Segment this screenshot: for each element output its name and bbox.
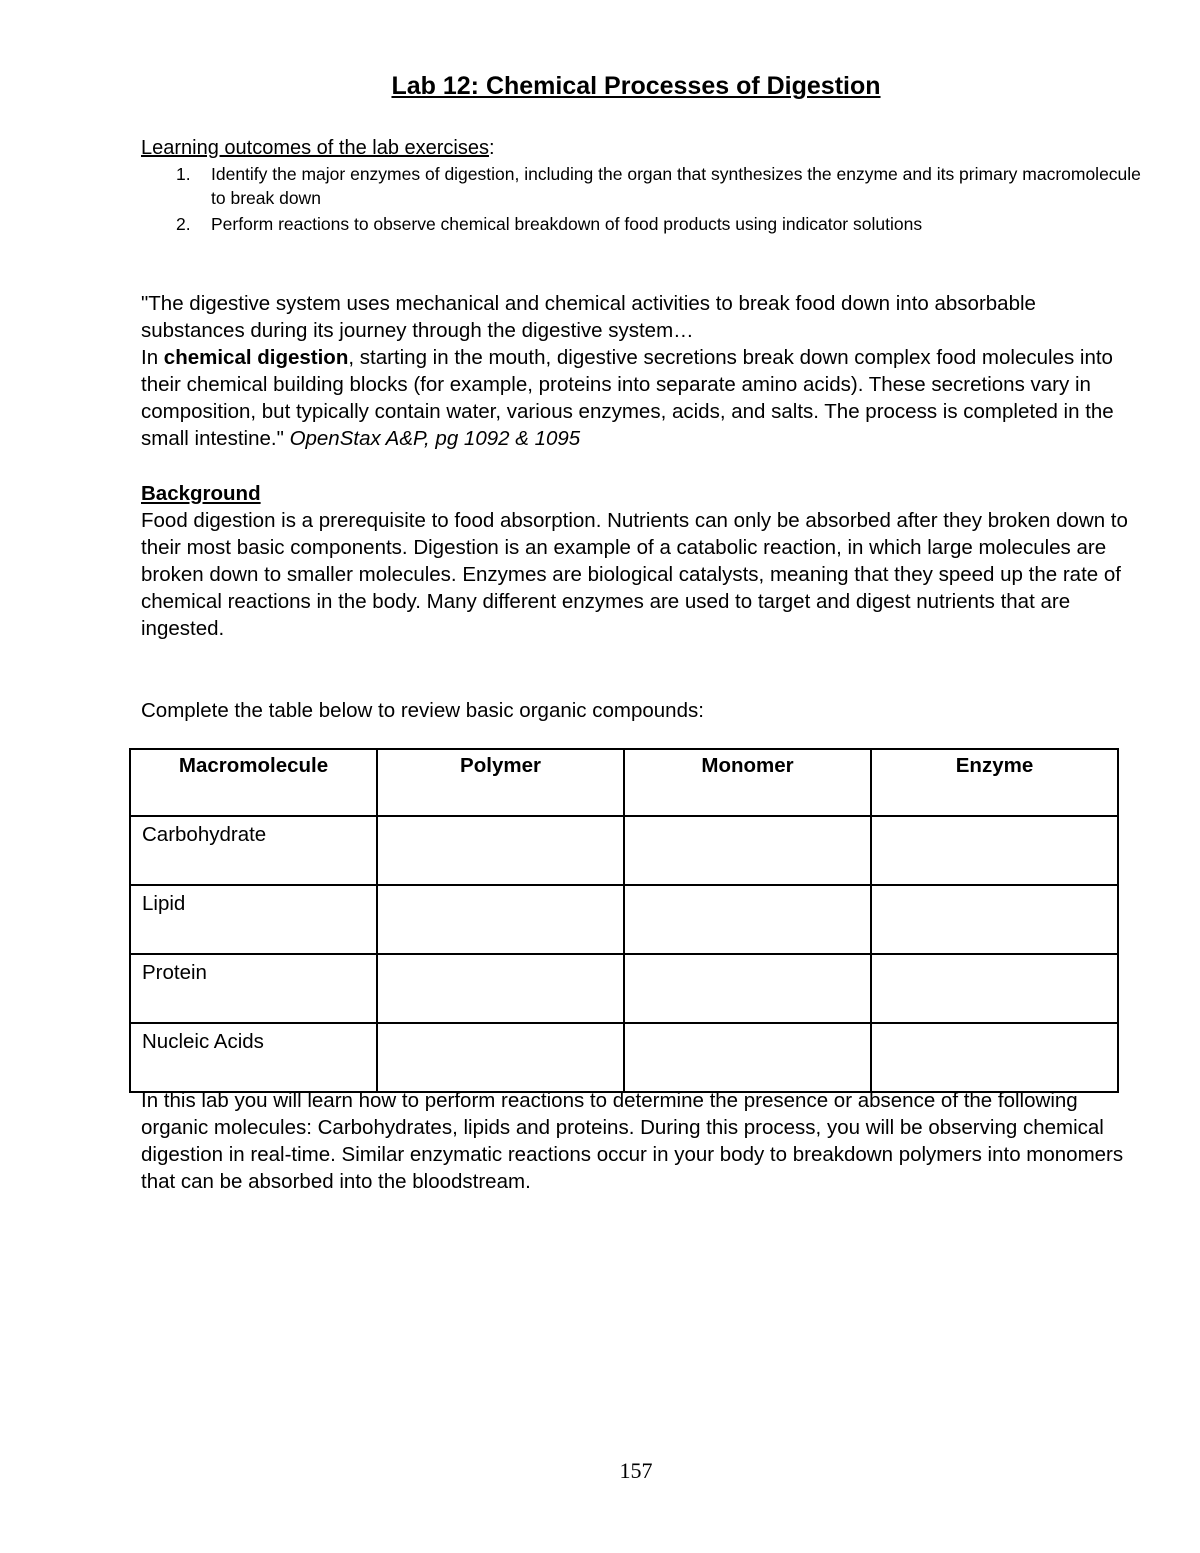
table-header-row	[130, 749, 1118, 816]
outcome-text: Perform reactions to observe chemical breakdown of food products using indicator solutions	[211, 214, 923, 234]
chemical-digestion-term: chemical digestion	[163, 346, 349, 369]
background-paragraph: Food digestion is a prerequisite to food absorption. Nutrients can only be absorbed after they broken down to their most basic components. Digestion is an example of a catabolic reaction, in which large molecules are broken down to smaller molecules. Enzymes are biological catalysts, meaning that they speed up the rate of chemical reactions in the body. Many different enzymes are used to target and digest nutrients that are ingested.	[141, 509, 1128, 640]
macromolecule-cell: Protein	[130, 954, 377, 1023]
table-instruction: Complete the table below to review basic organic compounds:	[141, 699, 704, 722]
monomer-cell[interactable]	[624, 1023, 871, 1092]
outcome-text: Identify the major enzymes of digestion, including the organ that synthesizes the enzyme and its primary macromolecule to break down	[211, 164, 1141, 208]
closing-paragraph: In this lab you will learn how to perform reactions to determine the presence or absence of the following organic molecules: Carbohydrates, lipids and proteins. During this process, you will be observing chemical digestion in real-time. Similar enzymatic reactions occur in your body to breakdown polymers into monomers that can be absorbed into the bloodstream.	[141, 1089, 1124, 1193]
outcome-number: 1.	[176, 164, 191, 184]
page-number: 157	[619, 1458, 653, 1483]
citation: OpenStax A&P, pg 1092 & 1095	[289, 427, 581, 450]
outcomes-heading-colon: :	[488, 137, 495, 159]
monomer-cell[interactable]	[624, 816, 871, 885]
quote-prefix: In	[141, 346, 164, 369]
organic-compounds-table	[129, 748, 1119, 1093]
enzyme-cell[interactable]	[871, 816, 1118, 885]
polymer-cell[interactable]	[377, 954, 624, 1023]
table-row	[130, 885, 1118, 954]
page-title: Lab 12: Chemical Processes of Digestion	[391, 72, 881, 100]
monomer-cell[interactable]	[624, 954, 871, 1023]
monomer-cell[interactable]	[624, 885, 871, 954]
macromolecule-cell: Nucleic Acids	[130, 1023, 377, 1092]
outcome-item	[141, 162, 1141, 210]
quote-intro: "The digestive system uses mechanical and chemical activities to break food down into absorbable substances during its journey through the digestive system…	[141, 292, 1036, 342]
header-macromolecule: Macromolecule	[130, 749, 377, 816]
polymer-cell[interactable]	[377, 816, 624, 885]
enzyme-cell[interactable]	[871, 1023, 1118, 1092]
quote-body: , starting in the mouth, digestive secretions break down complex food molecules into their chemical building blocks (for example, proteins into separate amino acids). These secretions vary in composition, but typically contain water, various enzymes, acids, and salts. The process is completed in the small intestine."	[141, 346, 1114, 450]
polymer-cell[interactable]	[377, 1023, 624, 1092]
header-enzyme: Enzyme	[871, 749, 1118, 816]
header-monomer: Monomer	[624, 749, 871, 816]
table-row	[130, 954, 1118, 1023]
header-polymer: Polymer	[377, 749, 624, 816]
enzyme-cell[interactable]	[871, 885, 1118, 954]
chemical-digestion-paragraph	[141, 344, 1141, 452]
macromolecule-cell: Lipid	[130, 885, 377, 954]
macromolecule-cell: Carbohydrate	[130, 816, 377, 885]
enzyme-cell[interactable]	[871, 954, 1118, 1023]
outcomes-list	[141, 162, 1141, 236]
polymer-cell[interactable]	[377, 885, 624, 954]
outcomes-heading-text: Learning outcomes of the lab exercises	[141, 137, 489, 159]
table-row	[130, 816, 1118, 885]
background-heading: Background	[141, 482, 261, 505]
outcome-number: 2.	[176, 214, 191, 234]
outcomes-heading	[141, 135, 495, 161]
outcome-item	[141, 212, 1141, 236]
table-row	[130, 1023, 1118, 1092]
